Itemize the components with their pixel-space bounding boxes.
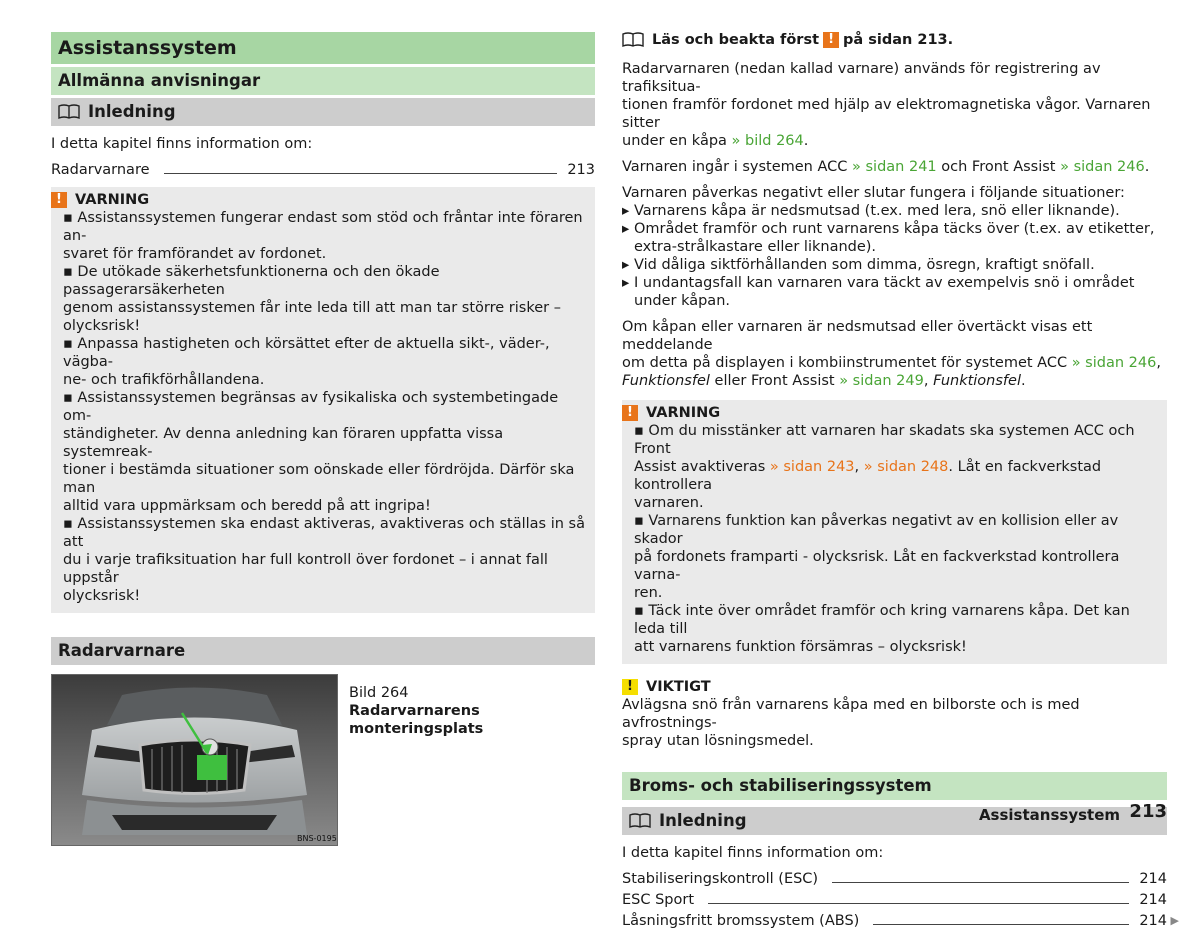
next-page-icon[interactable]: ▶ [1170, 914, 1179, 927]
warning-line: ▪ Assistanssystemen begränsas av fysikaliska och systembetingade om- [63, 390, 559, 424]
list-item: ▸ Vid dåliga siktförhållanden som dimma, ösregn, kraftigt snöfall. [622, 256, 1167, 274]
situations-list [622, 202, 1167, 310]
exclamation-icon: ! [622, 405, 638, 421]
exclamation-icon: ! [51, 192, 67, 208]
warning-line: ▪ Assistanssystemen ska endast aktiveras, avaktiveras och ställas in så att [63, 516, 585, 550]
page-number: 213 [1129, 801, 1167, 822]
list-item: ▸ Varnarens kåpa är nedsmutsad (t.ex. med lera, snö eller liknande). [622, 202, 1167, 220]
warning-line: ständigheter. Av denna anledning kan föraren uppfatta vissa systemreak- [63, 426, 504, 460]
toc-row[interactable] [622, 888, 1167, 909]
warning-line: genom assistanssystemen får inte leda till att man tar större risker – [63, 300, 561, 316]
figure-caption: Radarvarnarens monteringsplats [349, 703, 484, 737]
section-heading-radar [51, 637, 595, 665]
important-header [622, 678, 1167, 696]
para-systems: Varnaren ingår i systemen ACC » sidan 241 och Front Assist » sidan 246. [622, 159, 1150, 175]
toc-page: 214 [1139, 871, 1167, 887]
toc-list [622, 867, 1179, 930]
warning-header [51, 191, 587, 209]
link-sidan-246[interactable]: » sidan 246 [1060, 159, 1145, 175]
warning-line: ren. [634, 585, 663, 601]
toc-leader [873, 924, 1129, 925]
intro-text: I detta kapitel finns information om: [51, 136, 313, 152]
warning-rest [634, 512, 1159, 656]
link-sidan-246[interactable]: » sidan 246 [1071, 355, 1157, 371]
warning-line: ▪ Anpassa hastigheten och körsättet efter de aktuella sikt-, väder-, vägba- [63, 336, 550, 370]
warning-text: Låt en fackverkstad kontrollera [634, 459, 1102, 493]
warning-box [51, 187, 595, 613]
exclamation-icon: ! [622, 679, 638, 695]
important-title: VIKTIGT [646, 679, 711, 695]
book-icon [622, 32, 644, 48]
list-item: ▸ I undantagsfall kan varnaren vara täckt av exempelvis snö i området under kåpan. [622, 274, 1167, 310]
warning-line: ▪ Täck inte över området framför och kring varnarens kåpa. Det kan leda till [634, 603, 1130, 637]
important-box [622, 678, 1167, 750]
note-line [622, 30, 1167, 50]
warning-line: att varnarens funktion försämras – olycksrisk! [634, 639, 967, 655]
subheading-label: Inledning [88, 102, 176, 121]
para-line: Om kåpan eller varnaren är nedsmutsad eller övertäckt visas ett meddelande [622, 319, 1093, 353]
warning-line: olycksrisk! [63, 588, 141, 604]
para-text: Varnaren ingår i systemen ACC [622, 159, 848, 175]
intro-text: I detta kapitel finns information om: [622, 845, 884, 861]
left-column [51, 30, 595, 846]
car-front-image [51, 674, 338, 846]
toc-row[interactable] [622, 909, 1179, 930]
toc-row[interactable] [51, 158, 595, 179]
warning-line: ▪ Varnarens funktion kan påverkas negativt av en kollision eller av skador [634, 513, 1119, 547]
warning-header [622, 404, 1159, 422]
toc-label: ESC Sport [622, 892, 695, 908]
car-illustration [52, 675, 337, 845]
para-line: tionen framför fordonet med hjälp av elektromagnetiska vågor. Varnaren sitter [622, 97, 1151, 131]
subheading-intro [51, 98, 595, 126]
warning-line: svaret för framförandet av fordonet. [63, 246, 327, 262]
para-situations: Varnaren påverkas negativt eller slutar fungera i följande situationer: [622, 185, 1125, 201]
link-bild-264[interactable]: » bild 264 [731, 133, 804, 149]
section-heading-brakes: Broms- och stabiliseringssystem [622, 772, 1167, 800]
warning-title: VARNING [646, 405, 721, 421]
italic-term: Funktionsfel [622, 373, 710, 389]
warning-line: varnaren. [634, 495, 704, 511]
warning-line: på fordonets framparti - olycksrisk. Låt en fackverkstad kontrollera varna- [634, 549, 1120, 583]
figure-block [51, 674, 595, 846]
toc-label: Radarvarnare [51, 162, 150, 178]
warning-line: Assist avaktiveras » sidan 243, » sidan 248. Låt en fackverkstad kontrollera [634, 459, 1102, 493]
para-text: eller Front Assist [714, 373, 835, 389]
toc-leader [708, 903, 1129, 904]
link-sidan-243[interactable]: » sidan 243 [769, 459, 855, 475]
subheading-label: Inledning [659, 811, 747, 830]
warning-line: ▪ Om du misstänker att varnaren har skadats ska systemen ACC och Front [634, 423, 1135, 457]
figure-number: Bild 264 [349, 685, 409, 701]
right-column [622, 30, 1179, 930]
warning-title: VARNING [75, 192, 150, 208]
link-sidan-249[interactable]: » sidan 249 [839, 373, 924, 389]
italic-term: Funktionsfel [933, 373, 1021, 389]
warning-line: tioner i bestämda situationer som oönskade eller fördröjda. Därför ska man [63, 462, 575, 496]
chapter-heading: Assistanssystem [51, 32, 595, 64]
image-code: BNS-0195 [297, 834, 337, 843]
warning-text: Assist avaktiveras [634, 459, 766, 475]
warning-line: ▪ De utökade säkerhetsfunktionerna och den ökade passagerarsäkerheten [63, 264, 440, 298]
warning-line: ne- och trafikförhållandena. [63, 372, 265, 388]
toc-label: Låsningsfritt bromssystem (ABS) [622, 913, 860, 929]
warning-line: du i varje trafiksituation har full kontroll över fordonet – i annat fall uppstår [63, 552, 548, 586]
exclamation-icon: ! [823, 32, 839, 48]
book-icon [58, 104, 80, 120]
toc-leader [832, 882, 1129, 883]
note-prefix: Läs och beakta först [652, 32, 820, 48]
warning-body [622, 422, 1159, 656]
para-line: Radarvarnaren (nedan kallad varnare) används för registrering av trafiksitua- [622, 61, 1101, 95]
toc-page: 213 [567, 162, 595, 178]
toc-leader [164, 173, 558, 174]
book-icon [629, 813, 651, 829]
important-line: Avlägsna snö från varnarens kåpa med en bilborste och is med avfrostnings- [622, 697, 1080, 731]
link-sidan-248[interactable]: » sidan 248 [863, 459, 949, 475]
warning-box [622, 400, 1167, 664]
para-line: under en kåpa [622, 133, 727, 149]
toc-row[interactable] [622, 867, 1167, 888]
note-suffix: på sidan 213. [843, 32, 954, 48]
para-text: och Front Assist [941, 159, 1056, 175]
toc-page: 214 [1139, 913, 1167, 929]
para-message: Om kåpan eller varnaren är nedsmutsad eller övertäckt visas ett meddelande om detta på displayen i kombiinstrumentet för systemet ACC » sidan 246, Funktionsfel eller Front Assist » sidan 249, Funktionsfel. [622, 319, 1161, 389]
link-sidan-241[interactable]: » sidan 241 [852, 159, 937, 175]
para-line: om detta på displayen i kombiinstrumentet för systemet ACC [622, 355, 1068, 371]
toc-page: 214 [1139, 892, 1167, 908]
warning-line: alltid vara uppmärksam och beredd på att ingripa! [63, 498, 431, 514]
important-line: spray utan lösningsmedel. [622, 733, 814, 749]
para-intro: Radarvarnaren (nedan kallad varnare) används för registrering av trafiksitua- tionen framför fordonet med hjälp av elektromagnetiska vågor. Varnaren sitter under en kåpa » bild 264. [622, 61, 1151, 149]
warning-line: olycksrisk! [63, 318, 141, 334]
section-heading-general: Allmänna anvisningar [51, 67, 595, 95]
warning-body [51, 209, 587, 605]
toc-label: Stabiliseringskontroll (ESC) [622, 871, 819, 887]
warning-line: ▪ Assistanssystemen fungerar endast som stöd och fråntar inte föraren an- [63, 210, 583, 244]
footer-chapter: Assistanssystem [978, 806, 1120, 824]
section-label: Radarvarnare [58, 641, 186, 660]
list-item: ▸ Området framför och runt varnarens kåpa täcks över (t.ex. av etiketter, extra-strålkastare eller liknande). [622, 220, 1167, 256]
